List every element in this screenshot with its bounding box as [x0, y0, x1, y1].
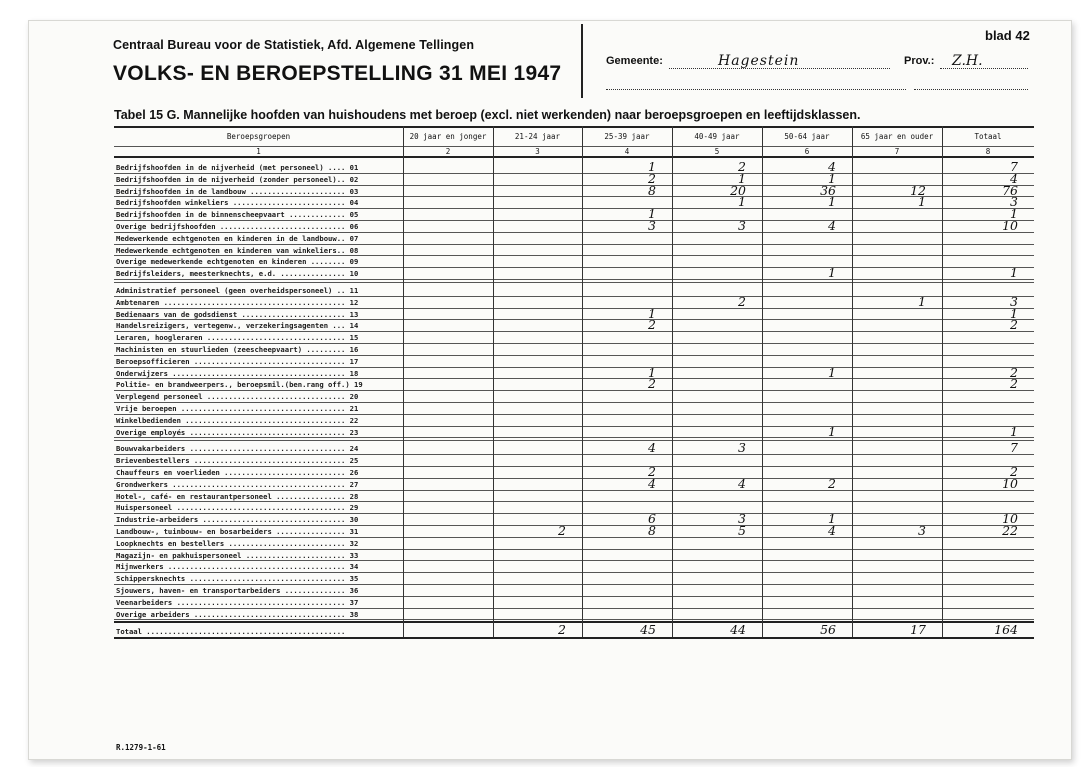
- table-row-label: Verplegend personeel ................................ 20: [116, 392, 359, 402]
- column-header: Totaal: [974, 132, 1002, 141]
- form-code: R.1279-1-61: [116, 743, 166, 752]
- table-cell-value: 1: [648, 159, 656, 174]
- table-cell-value: 1: [828, 511, 836, 527]
- table-cell-value: 2: [1010, 364, 1018, 380]
- table-row-label: Bedienaars van de godsdienst ........................ 13: [116, 309, 359, 319]
- row-rule: [114, 279, 1034, 280]
- column-number: 2: [445, 147, 451, 156]
- row-rule: [114, 173, 1034, 174]
- table-cell-value: 1: [1010, 206, 1018, 222]
- table-row-label: Politie- en brandweerpers., beroepsmil.(ben.rang off.) 19: [116, 380, 363, 390]
- row-rule: [114, 414, 1034, 415]
- table-row-label: Beroepsofficieren ................................... 17: [116, 356, 359, 366]
- table-row-label: Leraren, hoogleraren ................................ 15: [116, 333, 359, 343]
- total-cell-value: 44: [730, 622, 746, 638]
- row-rule: [114, 619, 1034, 620]
- table-title: Tabel 15 G. Mannelijke hoofden van huishoudens met beroep (excl. niet werkenden) naar beroepsgroepen en leeftijdsklassen.: [114, 108, 861, 122]
- table-row-label: Administratief personeel (geen overheidspersoneel) .. 11: [116, 286, 359, 295]
- column-number: 3: [535, 147, 540, 156]
- table-top-rule: [114, 126, 1034, 128]
- column-header: 25-39 jaar: [604, 132, 650, 141]
- table-cell-value: 4: [828, 523, 836, 538]
- table-cell-value: 2: [1010, 317, 1018, 333]
- row-rule: [114, 343, 1034, 344]
- table-cell-value: 1: [828, 170, 836, 186]
- table-cell-value: 3: [738, 218, 746, 233]
- province-label: Prov.:: [904, 55, 935, 67]
- row-rule: [114, 584, 1034, 585]
- row-rule: [114, 319, 1034, 320]
- column-divider: [672, 126, 673, 637]
- column-divider: [762, 126, 763, 637]
- table-row-label: Bedrijfshoofden in de landbouw ...................... 03: [116, 186, 359, 196]
- row-rule: [114, 220, 1034, 221]
- row-rule: [114, 437, 1034, 438]
- column-header: 50-64 jaar: [784, 132, 830, 141]
- row-rule: [114, 232, 1034, 233]
- table-row-label: Onderwijzers ........................................ 18: [116, 368, 359, 378]
- column-header: 21-24 jaar: [514, 132, 561, 141]
- table-cell-value: 4: [738, 475, 746, 491]
- table-cell-value: 3: [1010, 194, 1018, 210]
- table-row-label: Hotel-, café- en restaurantpersoneel ................ 28: [116, 491, 359, 501]
- column-divider: [403, 126, 404, 637]
- table-cell-value: 7: [1010, 159, 1018, 174]
- table-cell-value: 1: [828, 194, 836, 210]
- group-separator: [114, 282, 1034, 283]
- column-divider: [942, 126, 943, 637]
- table-row-label: Schippersknechts .................................... 35: [116, 574, 359, 584]
- table-cell-value: 2: [648, 464, 656, 479]
- table-row-label: Brievenbestellers ................................... 25: [116, 456, 359, 466]
- table-cell-value: 7: [1010, 440, 1018, 456]
- row-rule: [114, 608, 1034, 609]
- table-row-label: Landbouw-, tuinbouw- en bosarbeiders ................ 31: [116, 527, 359, 536]
- header-bottom-rule: [114, 156, 1034, 158]
- gemeente-label: Gemeente:: [606, 55, 663, 67]
- table-row-label: Bedrijfshoofden in de nijverheid (zonder personeel).. 02: [116, 174, 359, 184]
- table-cell-value: 1: [648, 364, 656, 380]
- column-number: 5: [714, 147, 720, 156]
- table-cell-value: 22: [1002, 523, 1018, 538]
- group-separator: [114, 440, 1034, 441]
- table-cell-value: 1: [1010, 265, 1018, 281]
- table-cell-value: 2: [1010, 464, 1018, 479]
- table-row-label: Overige employés .................................... 23: [116, 427, 359, 437]
- row-rule: [114, 454, 1034, 455]
- table-row-label: Overige arbeiders ................................... 38: [116, 609, 359, 619]
- table-cell-value: 2: [738, 293, 746, 309]
- table-bottom-rule: [114, 637, 1034, 639]
- table-cell-value: 4: [1010, 170, 1018, 186]
- table-cell-value: 1: [828, 265, 836, 281]
- column-number: 1: [256, 147, 261, 156]
- row-rule: [114, 267, 1034, 268]
- table-cell-value: 8: [648, 182, 656, 198]
- table-row-label: Bedrijfshoofden in de nijverheid (met personeel) .... 01: [116, 163, 359, 172]
- column-header: Beroepsgroepen: [226, 132, 291, 141]
- row-rule: [114, 572, 1034, 573]
- table-cell-value: 76: [1002, 182, 1018, 198]
- table-row-label: Handelsreizigers, vertegenw., verzekeringsagenten ... 14: [116, 321, 359, 331]
- table-cell-value: 1: [1010, 423, 1018, 439]
- column-header: 65 jaar en ouder: [860, 132, 934, 141]
- total-row-label: Totaal ..............................................: [116, 627, 346, 637]
- table-row-label: Magazijn- en pakhuispersoneel ....................... 33: [116, 550, 359, 560]
- table-row-label: Medewerkende echtgenoten en kinderen van winkeliers.. 08: [116, 245, 359, 255]
- table-cell-value: 2: [648, 170, 656, 186]
- table-cell-value: 2: [738, 159, 746, 174]
- row-rule: [114, 501, 1034, 502]
- table-cell-value: 1: [918, 293, 926, 309]
- table-row-label: Winkelbedienden ..................................... 22: [116, 415, 359, 425]
- table-cell-value: 2: [648, 376, 656, 392]
- blank-dotted-line: [914, 89, 1028, 90]
- table-row-label: Vrije beroepen ...................................... 21: [116, 404, 359, 413]
- row-rule: [114, 355, 1034, 356]
- table-row-label: Bouwvakarbeiders .................................... 24: [116, 444, 359, 454]
- row-rule: [114, 378, 1034, 379]
- table-row-label: Grondwerkers ........................................ 27: [116, 479, 359, 489]
- table-cell-value: 1: [1010, 305, 1018, 321]
- table-cell-value: 2: [1010, 376, 1018, 392]
- column-number: 7: [894, 147, 900, 156]
- table-cell-value: 1: [918, 194, 926, 210]
- table-row-label: Chauffeurs en voerlieden ............................ 26: [116, 468, 359, 477]
- table-row-label: Mijnwerkers ......................................... 34: [116, 562, 359, 572]
- row-rule: [114, 513, 1034, 514]
- table-cell-value: 3: [738, 440, 746, 456]
- column-header: 20 jaar en jonger: [409, 132, 487, 141]
- header-divider: [581, 24, 583, 98]
- table-row-label: Bedrijfshoofden winkeliers .......................... 04: [116, 198, 359, 208]
- row-rule: [114, 390, 1034, 391]
- column-divider: [582, 126, 583, 637]
- table-cell-value: 1: [738, 194, 746, 210]
- table-cell-value: 20: [730, 182, 746, 198]
- total-cell-value: 17: [910, 622, 926, 638]
- table-cell-value: 4: [828, 218, 836, 233]
- table-cell-value: 6: [648, 511, 656, 527]
- table-cell-value: 8: [648, 523, 656, 538]
- table-row-label: Bedrijfshoofden in de binnenscheepvaart ............. 05: [116, 210, 359, 220]
- table-cell-value: 4: [648, 475, 656, 491]
- column-header: 40-49 jaar: [694, 132, 740, 141]
- row-rule: [114, 367, 1034, 368]
- table-cell-value: 1: [828, 423, 836, 439]
- table-row-label: Ambtenaren .......................................... 12: [116, 297, 359, 307]
- column-number: 4: [624, 147, 630, 156]
- total-cell-value: 2: [558, 622, 566, 638]
- table-cell-value: 10: [1002, 475, 1018, 491]
- column-divider: [852, 126, 853, 637]
- row-rule: [114, 560, 1034, 561]
- table-cell-value: 10: [1002, 218, 1018, 233]
- table-cell-value: 10: [1002, 511, 1018, 527]
- table-row-label: Veenarbeiders ....................................... 37: [116, 597, 359, 607]
- table-cell-value: 1: [648, 206, 656, 222]
- table-row-label: Medewerkende echtgenoten en kinderen in de landbouw.. 07: [116, 233, 359, 243]
- row-rule: [114, 490, 1034, 491]
- total-cell-value: 45: [640, 622, 656, 638]
- table-row-label: Machinisten en stuurlieden (zeescheepvaart) ......... 16: [116, 345, 359, 354]
- row-rule: [114, 478, 1034, 479]
- column-number: 6: [804, 147, 810, 156]
- table-row-label: Sjouwers, haven- en transportarbeiders .............. 36: [116, 586, 359, 595]
- row-rule: [114, 426, 1034, 427]
- table-cell-value: 3: [1010, 293, 1018, 309]
- blank-dotted-line: [606, 89, 906, 90]
- row-rule: [114, 244, 1034, 245]
- column-divider: [493, 126, 494, 637]
- province-value: Z.H.: [952, 53, 983, 69]
- total-cell-value: 56: [820, 622, 836, 638]
- table-cell-value: 12: [910, 182, 926, 198]
- table-cell-value: 36: [820, 182, 836, 198]
- row-rule: [114, 402, 1034, 403]
- row-rule: [114, 549, 1034, 550]
- table-cell-value: 4: [828, 159, 836, 174]
- table-cell-value: 1: [738, 170, 746, 186]
- total-cell-value: 164: [994, 622, 1018, 638]
- table-cell-value: 1: [648, 305, 656, 321]
- office-name: Centraal Bureau voor de Statistiek, Afd. Algemene Tellingen: [113, 38, 475, 52]
- sheet-number: blad 42: [985, 28, 1030, 43]
- table-row-label: Bedrijfsleiders, meesterknechts, e.d. ............... 10: [116, 269, 359, 279]
- gemeente-value: Hagestein: [718, 53, 800, 69]
- row-rule: [114, 255, 1034, 256]
- table-cell-value: 5: [738, 523, 746, 538]
- table-cell-value: 3: [738, 511, 746, 527]
- table-row-label: Huispersoneel ....................................... 29: [116, 503, 359, 513]
- table-cell-value: 2: [648, 317, 656, 333]
- table-cell-value: 2: [558, 523, 566, 538]
- table-row-label: Overige medewerkende echtgenoten en kinderen ........ 09: [116, 257, 359, 267]
- table-row-label: Industrie-arbeiders ................................. 30: [116, 515, 359, 525]
- census-title: VOLKS- EN BEROEPSTELLING 31 MEI 1947: [113, 62, 562, 85]
- row-rule: [114, 466, 1034, 467]
- table-row-label: Overige bedrijfshoofden ............................. 06: [116, 222, 359, 231]
- row-rule: [114, 596, 1034, 597]
- column-number: 8: [985, 147, 991, 156]
- table-cell-value: 1: [828, 364, 836, 380]
- table-row-label: Loopknechts en bestellers ........................... 32: [116, 538, 359, 548]
- table-cell-value: 4: [648, 440, 656, 456]
- row-rule: [114, 331, 1034, 332]
- table-cell-value: 2: [828, 475, 836, 491]
- table-cell-value: 3: [918, 523, 926, 538]
- table-cell-value: 3: [648, 218, 656, 233]
